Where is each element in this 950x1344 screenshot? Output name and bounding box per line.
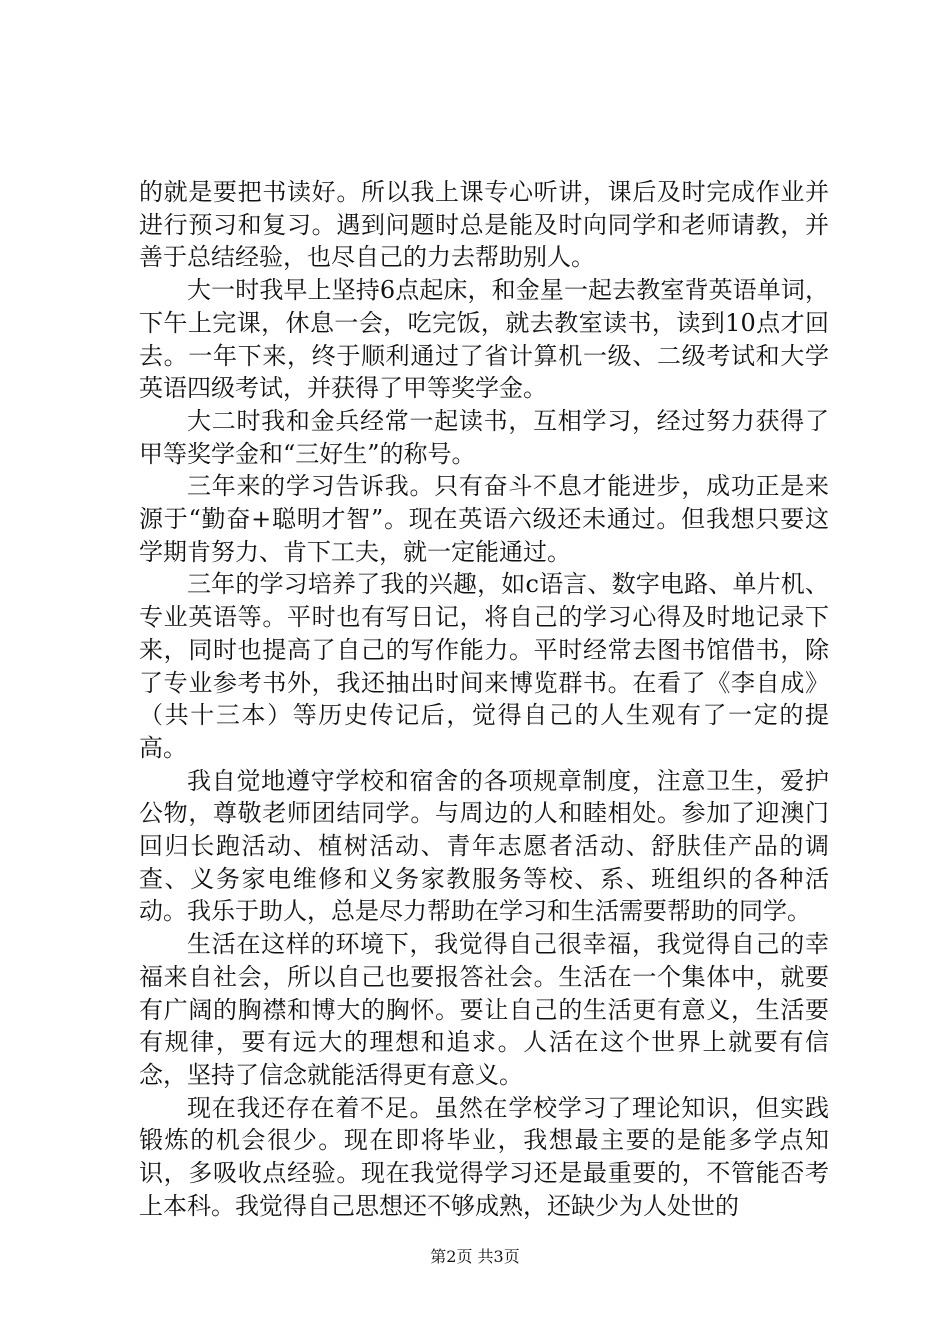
paragraph-3: 大二时我和金兵经常一起读书，互相学习，经过努力获得了甲等奖学金和“三好生”的称号。: [139, 406, 829, 468]
paragraph-1: 的就是要把书读好。所以我上课专心听讲，课后及时完成作业并进行预习和复习。遇到问题时总是能及时向同学和老师请教，并善于总结经验，也尽自己的力去帮助别人。: [139, 178, 829, 272]
page-footer: 第2页 共3页: [430, 1247, 520, 1266]
paragraph-2: 大一时我早上坚持6点起床，和金星一起去教室背英语单词，下午上完课，休息一会，吃完饭，就去教室读书，读到10点才回去。一年下来，终于顺利通过了省计算机一级、二级考试和大学英语四级考试，并获得了甲等奖学金。: [139, 276, 829, 403]
paragraph-6: 我自觉地遵守学校和宿舍的各项规章制度，注意卫生，爱护公物，尊敬老师团结同学。与周边的人和睦相处。参加了迎澳门回归长跑活动、植树活动、青年志愿者活动、舒肤佳产品的调查、义务家电维修和义务家教服务等校、系、班组织的各种活动。我乐于助人，总是尽力帮助在学习和生活需要帮助的同学。: [139, 766, 829, 926]
paragraph-5: 三年的学习培养了我的兴趣，如c语言、数字电路、单片机、专业英语等。平时也有写日记，将自己的学习心得及时地记录下来，同时也提高了自己的写作能力。平时经常去图书馆借书，除了专业参考书外，我还抽出时间来博览群书。在看了《李自成》（共十三本）等历史传记后，觉得自己的人生观有了一定的提高。: [139, 570, 829, 762]
paragraph-7: 生活在这样的环境下，我觉得自己很幸福，我觉得自己的幸福来自社会，所以自己也要报答社会。生活在一个集体中，就要有广阔的胸襟和博大的胸怀。要让自己的生活更有意义，生活要有规律，要有远大的理想和追求。人活在这个世界上就要有信念，坚持了信念就能活得更有意义。: [139, 930, 829, 1089]
document-body: [139, 176, 829, 1223]
paragraph-4: 三年来的学习告诉我。只有奋斗不息才能进步，成功正是来源于“勤奋+聪明才智”。现在英语六级还未通过。但我想只要这学期肯努力、肯下工夫，就一定能通过。: [139, 472, 829, 566]
paragraph-8: 现在我还存在着不足。虽然在学校学习了理论知识，但实践锻炼的机会很少。现在即将毕业，我想最主要的是能多学点知识，多吸收点经验。现在我觉得学习还是最重要的，不管能否考上本科。我觉得自己思想还不够成熟，还缺少为人处世的: [139, 1093, 829, 1220]
